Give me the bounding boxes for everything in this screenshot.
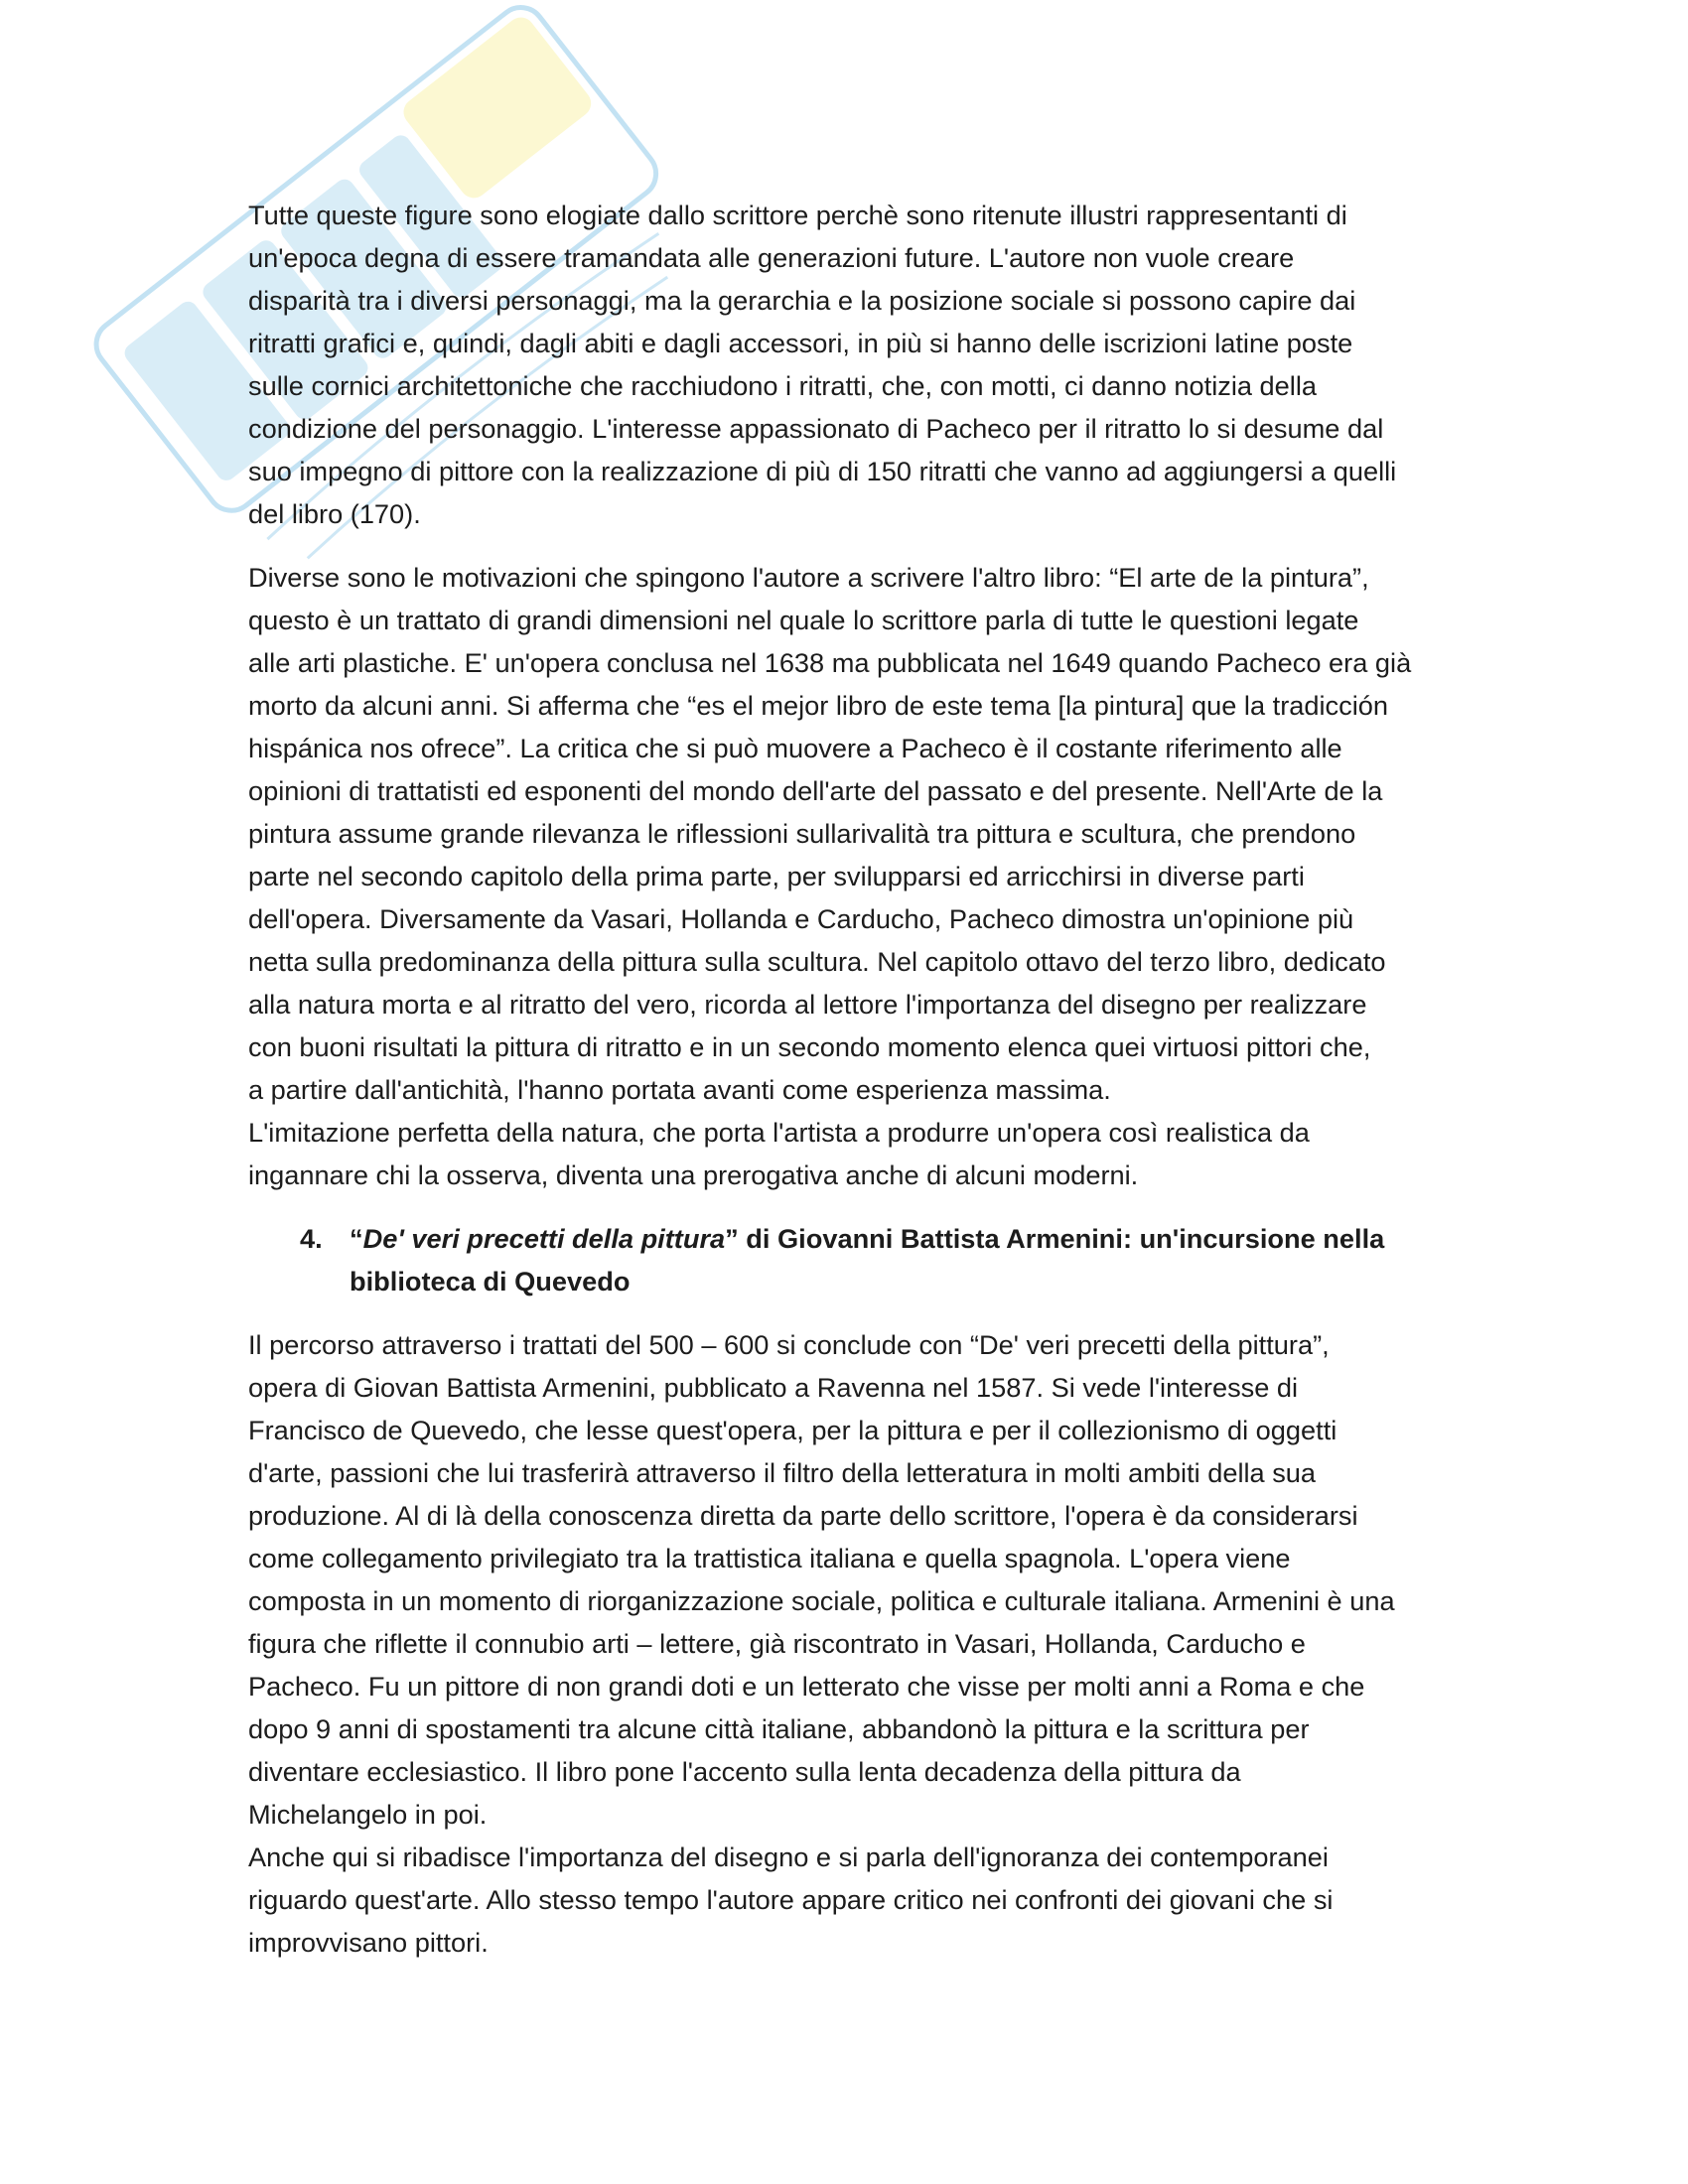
paragraph-3 <box>248 1323 1440 1964</box>
text-line: ritratti grafici e, quindi, dagli abiti e dagli accessori, in più si hanno delle iscrizioni latine poste <box>248 328 1353 358</box>
text-line: diventare ecclesiastico. Il libro pone l'accento sulla lenta decadenza della pittura da <box>248 1756 1241 1787</box>
text-line: del libro (170). <box>248 498 421 529</box>
text-line: Anche qui si ribadisce l'importanza del disegno e si parla dell'ignoranza dei contemporanei <box>248 1842 1329 1872</box>
text-line: alle arti plastiche. E' un'opera conclusa nel 1638 ma pubblicata nel 1649 quando Pacheco era già <box>248 647 1412 678</box>
text-line: disparità tra i diversi personaggi, ma la gerarchia e la posizione sociale si possono capire dai <box>248 285 1356 316</box>
section-number: 4. <box>300 1223 323 1254</box>
text-line: riguardo quest'arte. Allo stesso tempo l'autore appare critico nei confronti dei giovani che si <box>248 1884 1334 1915</box>
text-line: Tutte queste figure sono elogiate dallo scrittore perchè sono ritenute illustri rappresentanti di <box>248 200 1347 230</box>
text-line: ingannare chi la osserva, diventa una prerogativa anche di alcuni moderni. <box>248 1160 1139 1190</box>
text-line: Michelangelo in poi. <box>248 1799 488 1830</box>
text-line: morto da alcuni anni. Si afferma che “es el mejor libro de este tema [la pintura] que la tradicción <box>248 690 1389 721</box>
text-line: d'arte, passioni che lui trasferirà attraverso il filtro della letteratura in molti ambiti della sua <box>248 1457 1317 1488</box>
text-line: Diverse sono le motivazioni che spingono l'autore a scrivere l'altro libro: “El arte de la pintura”, <box>248 562 1369 593</box>
text-line: composta in un momento di riorganizzazione sociale, politica e culturale italiana. Armenini è una <box>248 1585 1395 1616</box>
text-line: alla natura morta e al ritratto del vero, ricorda al lettore l'importanza del disegno per realizzare <box>248 989 1367 1020</box>
text-line: dopo 9 anni di spostamenti tra alcune città italiane, abbandonò la pittura e la scrittura per <box>248 1713 1310 1744</box>
paragraph-2 <box>248 556 1440 1196</box>
text-line: improvvisano pittori. <box>248 1927 489 1958</box>
section-heading-4 <box>248 1217 1440 1302</box>
text-line: con buoni risultati la pittura di ritratto e in un secondo momento elenca quei virtuosi pittori che, <box>248 1031 1371 1062</box>
paragraph-1 <box>248 194 1440 535</box>
text-line: netta sulla predominanza della pittura sulla scultura. Nel capitolo ottavo del terzo libro, dedicato <box>248 946 1386 977</box>
text-line: hispánica nos ofrece”. La critica che si può muovere a Pacheco è il costante riferimento alle <box>248 733 1342 763</box>
text-line: parte nel secondo capitolo della prima parte, per svilupparsi ed arricchirsi in diverse parti <box>248 861 1305 891</box>
text-line: un'epoca degna di essere tramandata alle generazioni future. L'autore non vuole creare <box>248 242 1295 273</box>
text-line: come collegamento privilegiato tra la trattistica italiana e quella spagnola. L'opera viene <box>248 1543 1291 1573</box>
text-line: opera di Giovan Battista Armenini, pubblicato a Ravenna nel 1587. Si vede l'interesse di <box>248 1372 1299 1403</box>
text-line: suo impegno di pittore con la realizzazione di più di 150 ritratti che vanno ad aggiungersi a quelli <box>248 456 1397 486</box>
text-line: L'imitazione perfetta della natura, che porta l'artista a produrre un'opera così realistica da <box>248 1117 1310 1148</box>
text-line: figura che riflette il connubio arti – lettere, già riscontrato in Vasari, Hollanda, Carducho e <box>248 1628 1306 1659</box>
document-body <box>248 194 1440 1964</box>
text-line: produzione. Al di là della conoscenza diretta da parte dello scrittore, l'opera è da considerarsi <box>248 1500 1358 1531</box>
text-line: opinioni di trattatisti ed esponenti del mondo dell'arte del passato e del presente. Nell'Arte de la <box>248 775 1383 806</box>
text-line: questo è un trattato di grandi dimensioni nel quale lo scrittore parla di tutte le questioni legate <box>248 605 1359 635</box>
title-italic-part: De' veri precetti della pittura <box>362 1223 726 1254</box>
text-line: Pacheco. Fu un pittore di non grandi doti e un letterato che visse per molti anni a Roma e che <box>248 1671 1365 1702</box>
text-line: a partire dall'antichità, l'hanno portata avanti come esperienza massima. <box>248 1074 1111 1105</box>
title-open-quote: “ <box>350 1223 363 1254</box>
section-title-line-1 <box>350 1217 1440 1260</box>
text-line: condizione del personaggio. L'interesse appassionato di Pacheco per il ritratto lo si desume dal <box>248 413 1384 444</box>
section-title-line-2: biblioteca di Quevedo <box>350 1266 631 1297</box>
paragraph-spacer <box>248 1196 1440 1217</box>
text-line: pintura assume grande rilevanza le riflessioni sullarivalità tra pittura e scultura, che prendono <box>248 818 1356 849</box>
paragraph-spacer <box>248 1302 1440 1323</box>
text-line: Francisco de Quevedo, che lesse quest'opera, per la pittura e per il collezionismo di oggetti <box>248 1415 1337 1445</box>
paragraph-spacer <box>248 535 1440 556</box>
text-line: dell'opera. Diversamente da Vasari, Hollanda e Carducho, Pacheco dimostra un'opinione più <box>248 903 1354 934</box>
text-line: sulle cornici architettoniche che racchiudono i ritratti, che, con motti, ci danno notizia della <box>248 370 1317 401</box>
title-rest: ” di Giovanni Battista Armenini: un'incursione nella <box>725 1223 1385 1254</box>
text-line: Il percorso attraverso i trattati del 500 – 600 si conclude con “De' veri precetti della pittura”, <box>248 1329 1330 1360</box>
